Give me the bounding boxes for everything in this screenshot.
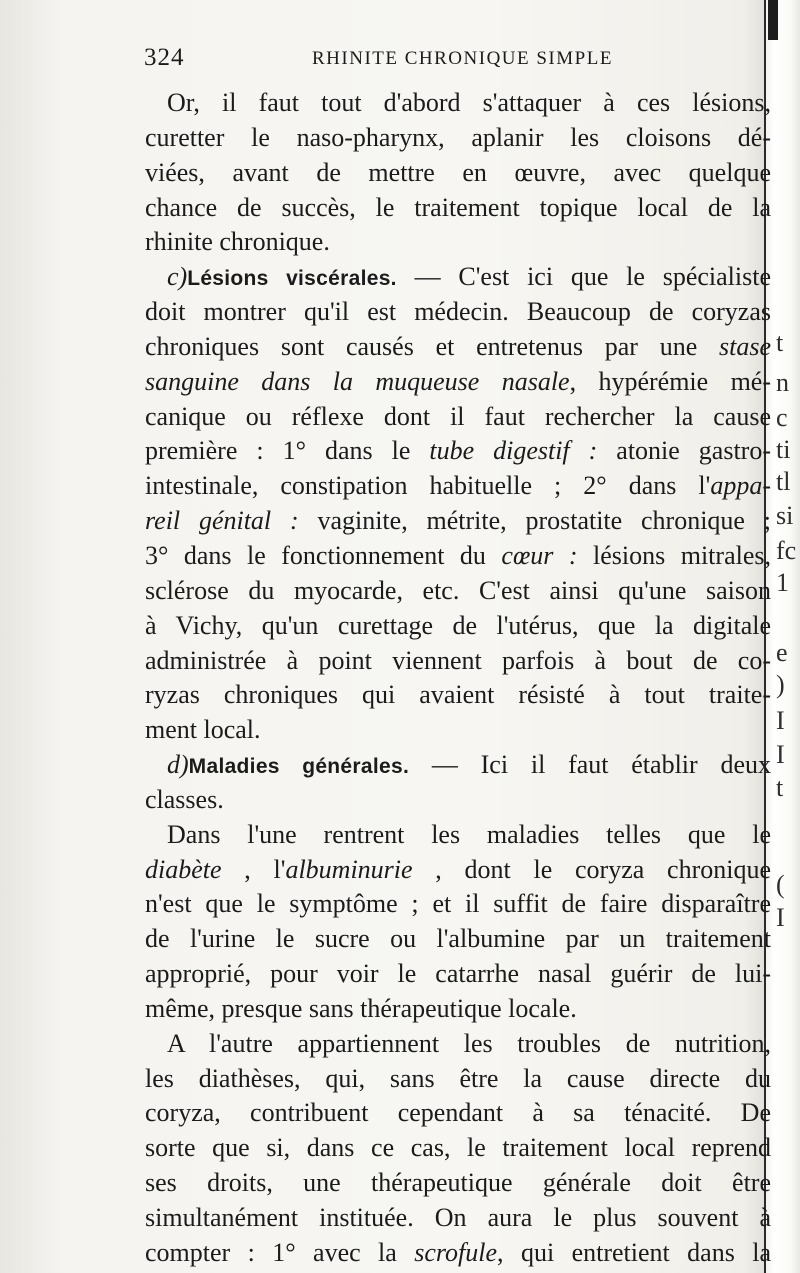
edge-letter: 1 [776, 568, 789, 597]
text-line: Dans l'une rentrent les maladies telles que le [167, 819, 771, 849]
text-line: Or, il faut tout d'abord s'attaquer à ces lésions, [167, 88, 771, 117]
paper-speck [300, 240, 303, 243]
text-line: reil génital : vaginite, métrite, prostatite chronique ; [145, 506, 772, 536]
edge-letter: I [776, 903, 785, 932]
edge-letter: fc [776, 536, 797, 565]
text-line: intestinale, constipation habituelle ; 2° dans l'appa- [145, 471, 771, 501]
text-line: A l'autre appartiennent les troubles de nutrition, [167, 1028, 771, 1058]
text-line: compter : 1° avec la scrofule, qui entretient dans la [145, 1237, 771, 1267]
text-line: doit montrer qu'il est médecin. Beaucoup de coryzas [145, 297, 771, 327]
text-line: sclérose du myocarde, etc. C'est ainsi qu'une saison [145, 575, 771, 605]
text-line: ses droits, une thérapeutique générale doit être [145, 1168, 771, 1198]
text-line: rhinite chronique. [145, 227, 330, 257]
text-line: chroniques sont causés et entretenus par une stase [145, 331, 772, 361]
edge-letter: c [776, 403, 788, 432]
text-line: diabète , l'albuminurie , dont le coryza chronique [145, 854, 771, 884]
text-line: viées, avant de mettre en œuvre, avec quelque [145, 157, 771, 187]
text-line: les diathèses, qui, sans être la cause directe du [145, 1063, 771, 1093]
text-line: coryza, contribuent cependant à sa ténacité. De [145, 1098, 771, 1128]
text-line: sanguine dans la muqueuse nasale, hypérémie mé- [145, 366, 771, 396]
body-text [145, 86, 771, 1271]
edge-letter: t [776, 328, 784, 357]
paper-speck [520, 700, 522, 702]
text-line: classes. [145, 784, 224, 814]
text-line: canique ou réflexe dont il faut rechercher la cause [145, 401, 771, 431]
edge-letter: I [776, 706, 785, 735]
text-line: n'est que le symptôme ; et il suffit de faire disparaître [145, 889, 771, 919]
text-line: première : 1° dans le tube digestif : atonie gastro- [145, 436, 771, 466]
section-heading: Lésions viscérales. [187, 267, 397, 291]
section-marker: c) [167, 262, 188, 292]
page-header [144, 44, 764, 74]
text-line: simultanément instituée. On aura le plus souvent à [145, 1203, 771, 1232]
section-heading-line: c)Lésions viscérales. — C'est ici que le spécialiste [167, 262, 771, 292]
text-line: de l'urine le sucre ou l'albumine par un traitement [145, 924, 771, 954]
running-title: RHINITE CHRONIQUE SIMPLE [312, 48, 613, 69]
page-number: 324 [144, 44, 185, 71]
text-line: chance de succès, le traitement topique local de la [145, 192, 771, 222]
edge-letter: e [776, 638, 788, 667]
text-line: même, presque sans thérapeutique locale. [145, 993, 577, 1023]
edge-letter: I [776, 740, 785, 769]
edge-letter: si [776, 501, 794, 530]
section-heading: Maladies générales. [188, 755, 410, 779]
edge-letter: ) [776, 670, 785, 699]
text-line: curetter le naso-pharynx, aplanir les cloisons dé- [145, 122, 771, 152]
edge-letter: n [776, 368, 789, 397]
text-line: à Vichy, qu'un curettage de l'utérus, que la digitale [145, 610, 771, 640]
text-line: sorte que si, dans ce cas, le traitement local reprend [145, 1133, 771, 1163]
edge-letter: tl [776, 467, 791, 496]
text-line: approprié, pour voir le catarrhe nasal guérir de lui- [145, 959, 771, 989]
text-line: administrée à point viennent parfois à bout de co- [145, 645, 771, 675]
edge-letter: ( [776, 870, 785, 899]
section-marker: d) [167, 750, 189, 780]
edge-letter: t [776, 773, 784, 802]
edge-letter: ti [776, 435, 791, 464]
section-heading-line: d)Maladies générales. — Ici il faut établir deux [167, 750, 771, 780]
spine-shadow [768, 0, 778, 40]
text-line: ryzas chroniques qui avaient résisté à tout traite- [145, 680, 771, 710]
paper-speck [610, 1180, 612, 1183]
text-line: 3° dans le fonctionnement du cœur : lésions mitrales, [145, 540, 771, 570]
text-line: ment local. [145, 715, 261, 745]
